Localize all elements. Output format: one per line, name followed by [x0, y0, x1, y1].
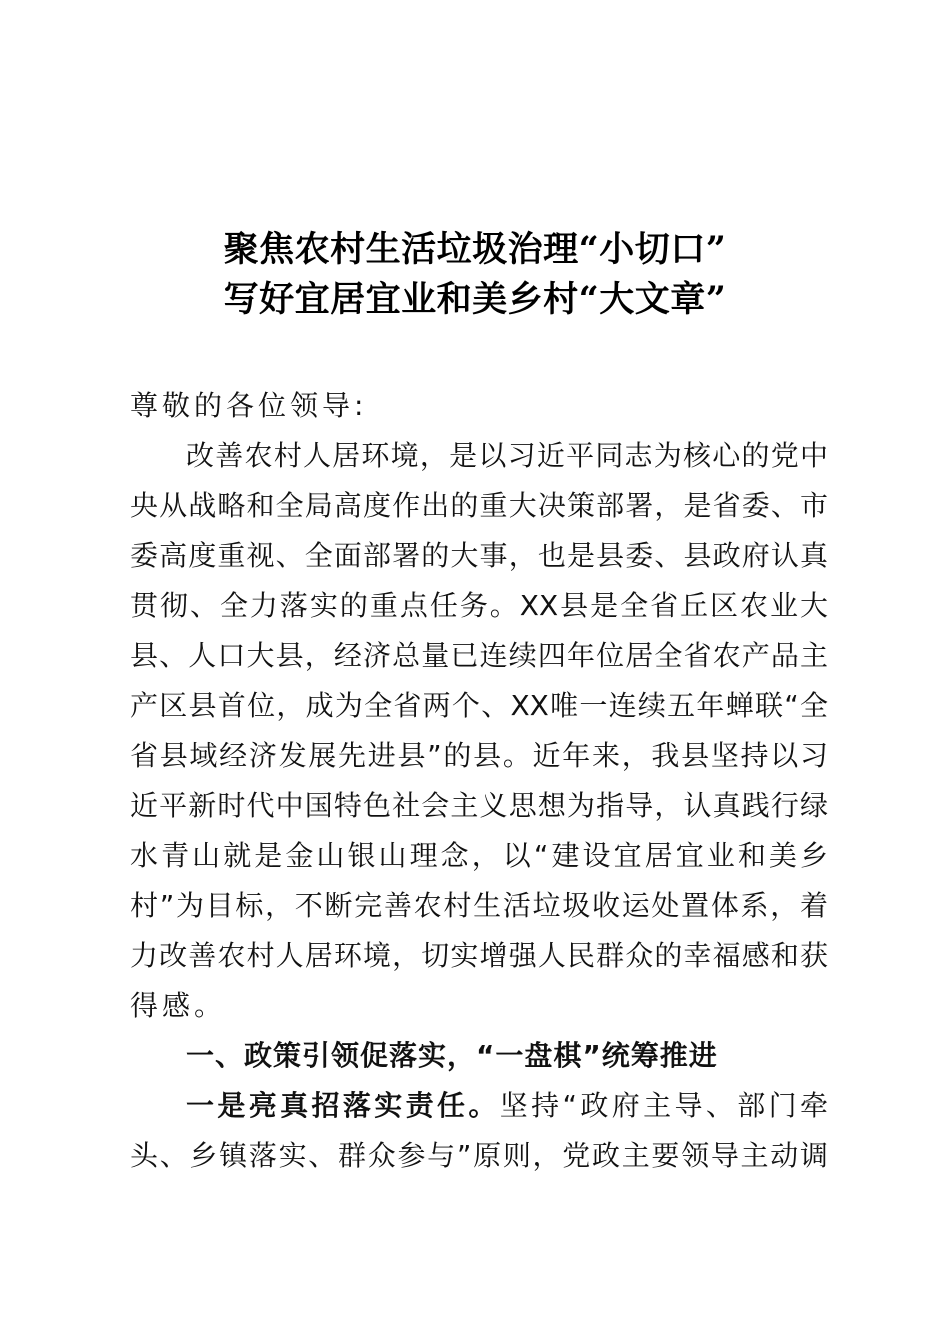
paragraph-line: 县、人口大县，经济总量已连续四年位居全省农产品主 — [130, 639, 828, 672]
paragraph-line: 贯彻、全力落实的重点任务。XX县是全省丘区农业大 — [130, 589, 828, 622]
paragraph-line: 近平新时代中国特色社会主义思想为指导，认真践行绿 — [130, 789, 828, 822]
paragraph-line: 省县域经济发展先进县”的县。近年来，我县坚持以习 — [130, 739, 828, 772]
paragraph-line: 力改善农村人居环境，切实增强人民群众的幸福感和获 — [130, 939, 828, 972]
point-1-lead: 一是亮真招落实责任。 — [186, 1089, 500, 1122]
paragraph-line: 产区县首位，成为全省两个、XX唯一连续五年蝉联“全 — [130, 689, 828, 722]
document-title-line-1: 聚焦农村生活垃圾治理“小切口” — [223, 229, 727, 270]
section-heading: 一、政策引领促落实，“一盘棋”统筹推进 — [186, 1039, 718, 1072]
paragraph-line: 央从战略和全局高度作出的重大决策部署，是省委、市 — [130, 489, 828, 522]
point-1-text: 坚持“政府主导、部门牵 — [499, 1089, 828, 1122]
point-1-line-2: 头、乡镇落实、群众参与”原则，党政主要领导主动调 — [130, 1139, 828, 1172]
paragraph-line: 水青山就是金山银山理念，以“建设宜居宜业和美乡 — [130, 839, 828, 872]
paragraph-line: 得感。 — [130, 989, 227, 1022]
salutation: 尊敬的各位领导: — [130, 389, 368, 422]
paragraph-line: 委高度重视、全面部署的大事，也是县委、县政府认真 — [130, 539, 828, 572]
paragraph-line: 改善农村人居环境，是以习近平同志为核心的党中 — [186, 439, 828, 472]
paragraph-line: 村”为目标，不断完善农村生活垃圾收运处置体系，着 — [130, 889, 828, 922]
point-1-line-1 — [186, 1086, 828, 1136]
document-title-line-2: 写好宜居宜业和美乡村“大文章” — [223, 279, 727, 320]
